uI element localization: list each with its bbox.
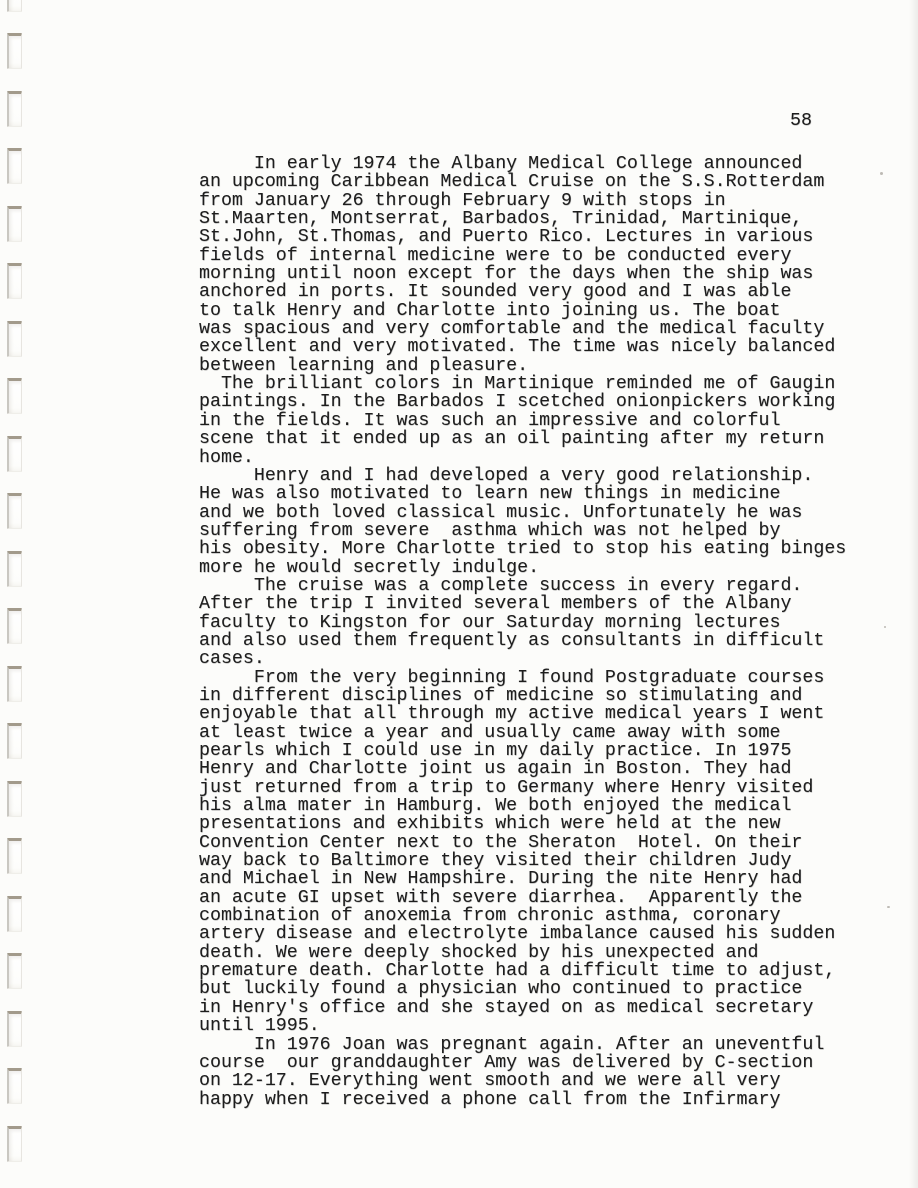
text-line: From the very beginning I found Postgraduate courses — [199, 667, 825, 688]
text-line: was spacious and very comfortable and the medical faculty — [199, 319, 825, 340]
binding-hole — [7, 206, 22, 242]
text-line: an upcoming Caribbean Medical Cruise on the S.S.Rotterdam — [199, 172, 825, 193]
binding-hole — [7, 1068, 22, 1104]
text-line: premature death. Charlotte had a difficult time to adjust, — [199, 961, 836, 982]
binding-hole — [7, 1126, 22, 1162]
page-number: 58 — [790, 111, 812, 131]
text-line: pearls which I could use in my daily practice. In 1975 — [199, 741, 792, 761]
text-line: paintings. In the Barbados I scetched onionpickers working — [199, 392, 836, 413]
text-line: The brilliant colors in Martinique reminded me of Gaugin — [199, 374, 836, 395]
text-line: home. — [199, 447, 254, 468]
text-line: St.John, St.Thomas, and Puerto Rico. Lectures in various — [199, 227, 814, 248]
text-line: to talk Henry and Charlotte into joining us. The boat — [199, 300, 781, 321]
binding-hole — [7, 0, 22, 12]
binding-hole — [7, 551, 22, 587]
text-line: artery disease and electrolyte imbalance caused his sudden — [199, 924, 836, 945]
text-line: and also used them frequently as consultants in difficult — [199, 630, 825, 651]
binding-hole — [7, 608, 22, 644]
text-line: The cruise was a complete success in every regard. — [199, 575, 803, 596]
paper-speck — [884, 626, 886, 628]
text-line: suffering from severe asthma which was not helped by — [199, 520, 781, 541]
binding-hole — [7, 263, 22, 299]
text-line: until 1995. — [199, 1016, 320, 1037]
text-line: scene that it ended up as an oil painting after my return — [199, 429, 825, 450]
text-line: In early 1974 the Albany Medical College announced — [199, 154, 803, 174]
binding-hole — [7, 378, 22, 414]
binding-hole — [7, 91, 22, 127]
text-line: more he would secretly indulge. — [199, 557, 540, 578]
paper-right-edge-shadow — [909, 0, 918, 1188]
text-line: an acute GI upset with severe diarrhea. Apparently the — [199, 887, 803, 908]
text-line: just returned from a trip to Germany where Henry visited — [199, 777, 814, 798]
text-line: In 1976 Joan was pregnant again. After an uneventful — [199, 1034, 825, 1055]
text-line: excellent and very motivated. The time was nicely balanced — [199, 337, 836, 358]
binding-hole — [7, 666, 22, 702]
text-line: and Michael in New Hampshire. During the nite Henry had — [199, 869, 803, 890]
text-line: He was also motivated to learn new things in medicine — [199, 484, 781, 505]
text-line: and we both loved classical music. Unfortunately he was — [199, 502, 803, 523]
text-line: his alma mater in Hamburg. We both enjoyed the medical — [199, 796, 792, 817]
text-line: cases. — [199, 649, 265, 670]
text-line: Convention Center next to the Sheraton Hotel. On their — [199, 832, 803, 853]
binding-hole — [7, 723, 22, 759]
binding-hole — [7, 896, 22, 932]
paper-speck — [880, 172, 883, 175]
text-line: St.Maarten, Montserrat, Barbados, Trinidad, Martinique, — [199, 209, 803, 230]
binding-hole — [7, 33, 22, 69]
binding-hole — [7, 493, 22, 529]
text-line: from January 26 through February 9 with stops in — [199, 190, 726, 211]
text-line: presentations and exhibits which were held at the new — [199, 814, 781, 835]
text-line: death. We were deeply shocked by his unexpected and — [199, 942, 759, 963]
text-line: After the trip I invited several members of the Albany — [199, 594, 792, 615]
binding-hole — [7, 436, 22, 472]
text-line: fields of internal medicine were to be conducted every — [199, 245, 792, 266]
text-line: faculty to Kingston for our Saturday morning lectures — [199, 612, 781, 633]
text-line: in Henry's office and she stayed on as medical secretary — [199, 997, 814, 1018]
text-line: his obesity. More Charlotte tried to stop his eating binges — [199, 539, 847, 560]
typed-text-body — [199, 155, 846, 1109]
text-line: happy when I received a phone call from the Infirmary — [199, 1089, 781, 1110]
binding-hole — [7, 321, 22, 357]
text-line: between learning and pleasure. — [199, 355, 529, 376]
text-line: Henry and I had developed a very good relationship. — [199, 465, 814, 486]
text-line: on 12-17. Everything went smooth and we were all very — [199, 1071, 781, 1092]
paper-speck — [887, 906, 890, 908]
text-line: but luckily found a physician who continued to practice — [199, 979, 803, 1000]
binding-hole — [7, 953, 22, 989]
binding-hole — [7, 838, 22, 874]
binding-hole — [7, 148, 22, 184]
text-line: morning until noon except for the days when the ship was — [199, 264, 814, 285]
text-line: in different disciplines of medicine so stimulating and — [199, 685, 803, 706]
text-line: course our granddaughter Amy was delivered by C-section — [199, 1052, 814, 1073]
text-line: Henry and Charlotte joint us again in Boston. They had — [199, 759, 792, 780]
text-line: anchored in ports. It sounded very good and I was able — [199, 282, 792, 303]
binding-hole — [7, 1011, 22, 1047]
text-line: enjoyable that all through my active medical years I went — [199, 704, 825, 725]
text-line: at least twice a year and usually came away with some — [199, 722, 781, 743]
text-line: in the fields. It was such an impressive and colorful — [199, 410, 781, 431]
binding-hole — [7, 781, 22, 817]
text-line: way back to Baltimore they visited their children Judy — [199, 851, 792, 872]
text-line: combination of anoxemia from chronic asthma, coronary — [199, 906, 781, 927]
